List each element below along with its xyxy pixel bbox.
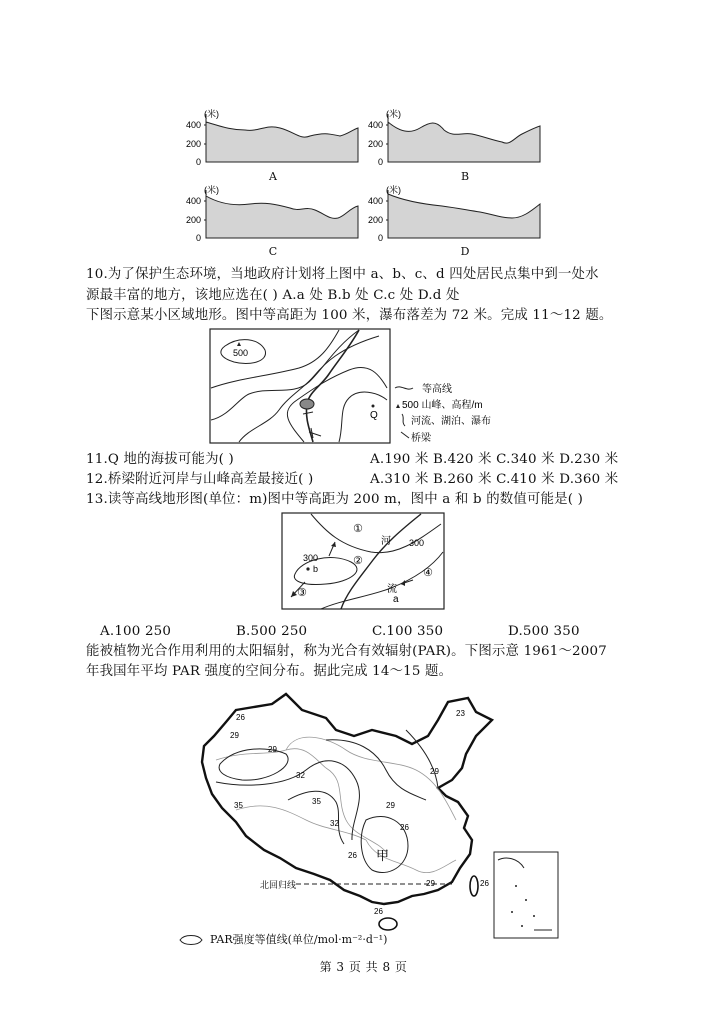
iso-label: 26 <box>236 713 245 722</box>
circled-4: ④ <box>423 567 433 579</box>
contour-300-left: 300 <box>303 553 319 563</box>
iso-label: 29 <box>386 801 395 810</box>
iso-label: 26 <box>348 851 357 860</box>
option-b: B.500 250 <box>236 624 308 639</box>
q-label: Q <box>370 410 378 421</box>
point-b-label: b <box>313 564 319 574</box>
iso-label: 26 <box>480 879 489 888</box>
tick-0: 0 <box>377 157 383 167</box>
iso-label: 29 <box>230 731 239 740</box>
legend-river: 河流、湖泊、瀑布 <box>411 416 491 427</box>
iso-label: 32 <box>296 771 305 780</box>
south-china-sea-inset <box>494 852 558 938</box>
iso-label: 29 <box>268 745 277 754</box>
river-label-2: 流 <box>387 584 397 595</box>
peak-label: 500 <box>233 348 249 358</box>
question-12-options: A.310 米 B.260 米 C.410 米 D.360 米 <box>370 472 619 487</box>
tick-400: 400 <box>185 120 201 130</box>
tick-400: 400 <box>367 120 383 130</box>
iso-label: 35 <box>312 797 321 806</box>
tick-0: 0 <box>195 157 201 167</box>
iso-label: 26 <box>374 907 383 916</box>
terrain-map <box>209 328 509 446</box>
profile-label-a: A <box>269 170 277 183</box>
intro-14-15-line1: 能被植物光合作用利用的太阳辐射，称为光合有效辐射(PAR)。下图示意 1961～2007 <box>86 644 607 659</box>
china-outline <box>202 694 492 904</box>
hainan-island <box>379 918 397 930</box>
region-jia-label: 甲 <box>376 848 390 863</box>
intro-14-15-line2: 年我国年平均 PAR 强度的空间分布。据此完成 14～15 题。 <box>86 664 453 679</box>
contour-300-right: 300 <box>409 538 425 548</box>
profile-unit: (米) <box>204 109 219 119</box>
option-d: D.500 350 <box>508 624 580 639</box>
profile-panel-d <box>362 184 547 248</box>
tick-200: 200 <box>367 139 383 149</box>
iso-label: 32 <box>330 819 339 828</box>
profile-unit: (米) <box>386 185 401 195</box>
river-label-1: 河 <box>381 536 391 547</box>
legend-peak: 500 山峰、高程/m <box>402 400 483 411</box>
tick-200: 200 <box>367 215 383 225</box>
tick-400: 400 <box>367 196 383 206</box>
par-legend-icon <box>176 932 206 948</box>
profile-label-c: C <box>268 245 278 258</box>
tick-400: 400 <box>185 196 201 206</box>
iso-label: 23 <box>456 709 465 718</box>
circled-1: ① <box>353 523 363 535</box>
circled-3: ③ <box>297 587 307 599</box>
iso-label: 29 <box>430 767 439 776</box>
tick-200: 200 <box>185 215 201 225</box>
question-11: 11.Q 地的海拔可能为( ) <box>86 452 234 467</box>
contour-map <box>281 512 446 612</box>
question-13: 13.读等高线地形图(单位：m)图中等高距为 200 m，图中 a 和 b 的数值可能是( ) <box>86 492 584 507</box>
iso-label: 29 <box>426 879 435 888</box>
par-legend-text: PAR强度等值线(单位/mol·m⁻²·d⁻¹) <box>210 933 388 946</box>
question-10: 10.为了保护生态环境，当地政府计划将上图中 a、b、c、d 四处居民点集中到一处水 <box>86 267 599 282</box>
option-c: C.100 350 <box>372 624 444 639</box>
point-a-label: a <box>393 594 399 605</box>
iso-label: 35 <box>234 801 243 810</box>
question-12: 12.桥梁附近河岸与山峰高差最接近( ) <box>86 472 314 487</box>
iso-label: 26 <box>400 823 409 832</box>
intro-11-12: 下图示意某小区域地形。图中等高距为 100 米，瀑布落差为 72 米。完成 11～12 题。 <box>86 308 613 323</box>
question-13-options <box>100 622 580 642</box>
question-11-options: A.190 米 B.420 米 C.340 米 D.230 米 <box>370 452 619 467</box>
profile-panel-c <box>180 184 365 248</box>
par-map <box>176 690 561 950</box>
profile-unit: (米) <box>204 185 219 195</box>
legend-bridge: 桥梁 <box>411 433 431 444</box>
tick-0: 0 <box>195 233 201 243</box>
tropic-label: 北回归线 <box>260 880 297 890</box>
profile-unit: (米) <box>386 109 401 119</box>
option-a: A.100 250 <box>100 624 172 639</box>
profile-label-b: B <box>460 170 470 183</box>
page-footer: 第 3 页 共 8 页 <box>319 960 408 974</box>
lake-icon <box>300 399 314 409</box>
question-10-options: 源最丰富的地方，该地应选在( ) A.a 处 B.b 处 C.c 处 D.d 处 <box>86 288 460 303</box>
profile-label-d: D <box>460 245 470 258</box>
legend-contour: 等高线 <box>422 384 452 395</box>
tick-0: 0 <box>377 233 383 243</box>
circled-2: ② <box>353 555 363 567</box>
tick-200: 200 <box>185 139 201 149</box>
taiwan-island <box>470 876 478 896</box>
